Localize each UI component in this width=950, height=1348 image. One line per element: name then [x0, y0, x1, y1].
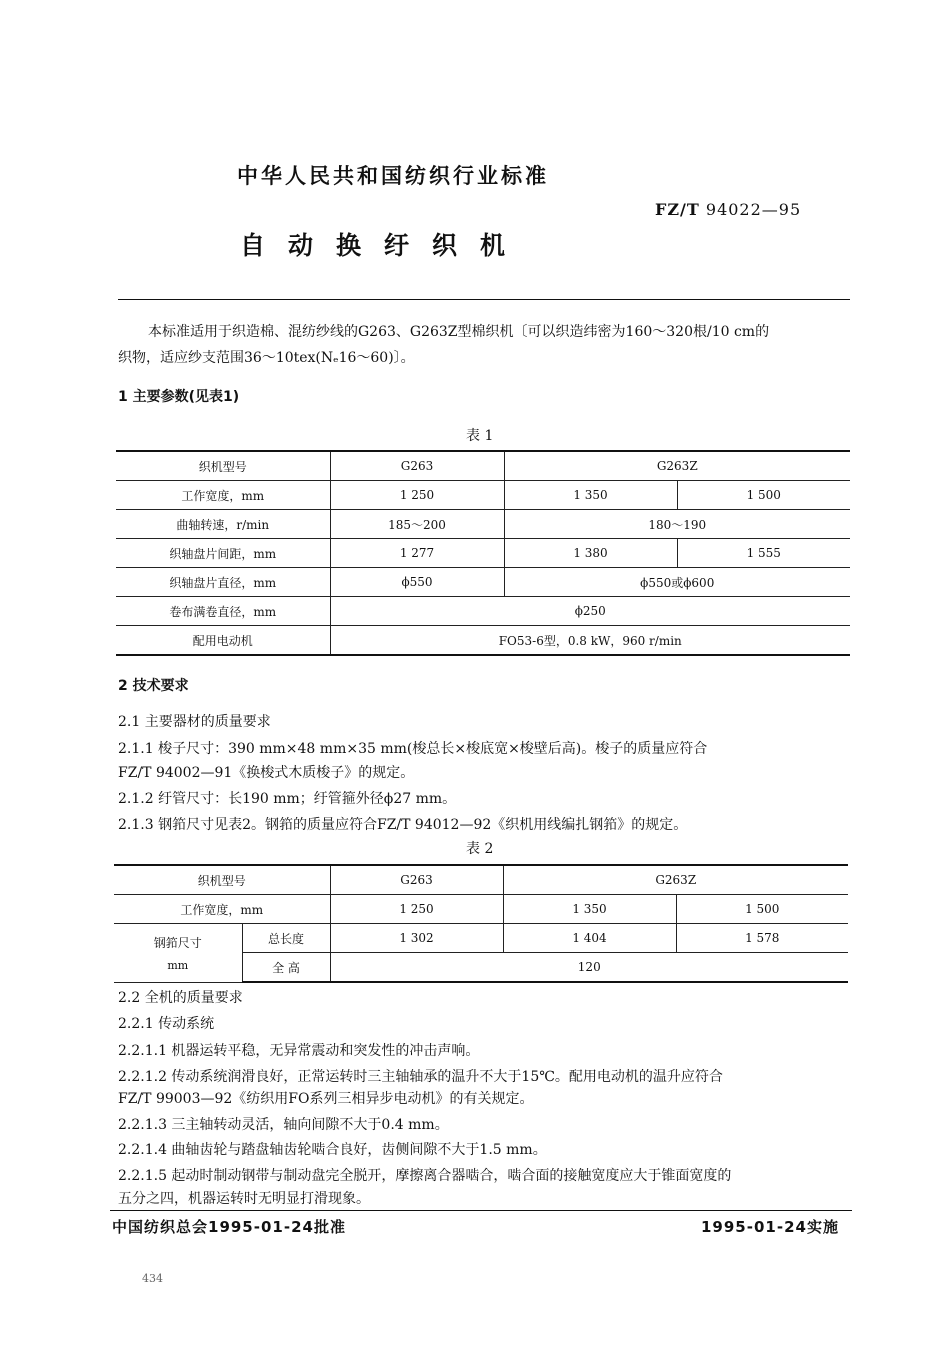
clause-2-1-3: 2.1.3 钢筘尺寸见表2。钢筘的质量应符合FZ/T 94012—92《织机用线编扎钢筘》的规定。 — [118, 817, 688, 833]
table-cell: 120 — [330, 953, 848, 983]
table-cell: 1 250 — [330, 895, 503, 924]
clause-2-2-1-2-line-2: FZ/T 99003—92《纺织用FO系列三相异步电动机》的有关规定。 — [118, 1091, 534, 1107]
table-cell: 185～200 — [330, 510, 504, 539]
table-1 — [116, 450, 850, 656]
table-cell: 卷布满卷直径，mm — [116, 597, 330, 626]
table-cell: ϕ550或ϕ600 — [504, 568, 850, 597]
table-cell: 工作宽度，mm — [116, 481, 330, 510]
clause-2-2-1-5-line-2: 五分之四，机器运转时无明显打滑现象。 — [118, 1191, 370, 1207]
table-cell: 织轴盘片间距，mm — [116, 539, 330, 568]
table-row — [116, 481, 850, 510]
clause-2-2-1-5-line-1: 2.2.1.5 起动时制动钢带与制动盘完全脱开，摩擦离合器啮合，啮合面的接触宽度应大于锥面宽度的 — [118, 1168, 732, 1184]
approval-date: 中国纺织总会1995-01-24批准 — [112, 1218, 346, 1236]
reed-size-unit: mm — [167, 958, 189, 972]
table-row — [116, 626, 850, 656]
header-divider — [118, 299, 850, 300]
effective-date: 1995-01-24实施 — [701, 1218, 839, 1236]
table-cell: 1 500 — [677, 481, 850, 510]
clause-2-2-1-2-line-1: 2.2.1.2 传动系统润滑良好，正常运转时三主轴轴承的温升不大于15℃。配用电动机的温升应符合 — [118, 1069, 723, 1085]
table-cell: FO53-6型，0.8 kW，960 r/min — [330, 626, 850, 656]
table-cell: 织机型号 — [114, 865, 330, 895]
table-cell: 全 高 — [242, 953, 330, 983]
footer-divider — [110, 1210, 852, 1211]
table-cell: G263 — [330, 865, 503, 895]
table-cell: 1 350 — [503, 895, 676, 924]
table-row — [114, 895, 848, 924]
section-1-heading: 1 主要参数(见表1) — [118, 389, 240, 405]
table-cell-reed-size — [114, 924, 242, 983]
table-cell: 180～190 — [504, 510, 850, 539]
table-cell: 1 380 — [504, 539, 677, 568]
standard-code: 94022—95 — [705, 200, 802, 219]
table-cell: 1 404 — [503, 924, 676, 953]
table-row — [116, 451, 850, 481]
clause-2-2: 2.2 全机的质量要求 — [118, 990, 243, 1006]
table-cell: 1 578 — [676, 924, 848, 953]
clause-2-1-2: 2.1.2 纡管尺寸：长190 mm；纡管箍外径ϕ27 mm。 — [118, 791, 457, 807]
table-cell: ϕ250 — [330, 597, 850, 626]
table-2-caption: 表 2 — [466, 841, 494, 857]
clause-2-2-1-3: 2.2.1.3 三主轴转动灵活，轴向间隙不大于0.4 mm。 — [118, 1117, 449, 1133]
table-cell: 1 500 — [676, 895, 848, 924]
table-row — [116, 597, 850, 626]
document-title: 自动换纡织机 — [240, 231, 529, 260]
table-cell: G263Z — [504, 451, 850, 481]
standard-prefix: FZ/T — [655, 200, 700, 219]
clause-2-2-1: 2.2.1 传动系统 — [118, 1016, 215, 1032]
table-row — [116, 510, 850, 539]
table-cell: 曲轴转速，r/min — [116, 510, 330, 539]
table-1-caption: 表 1 — [466, 428, 494, 444]
clause-2-1-1-line-2: FZ/T 94002—91《换梭式木质梭子》的规定。 — [118, 765, 415, 781]
table-cell: 织机型号 — [116, 451, 330, 481]
clause-2-1-1-line-1: 2.1.1 梭子尺寸：390 mm×48 mm×35 mm(梭总长×梭底宽×梭壁后高)。梭子的质量应符合 — [118, 741, 708, 757]
table-cell: 1 555 — [677, 539, 850, 568]
intro-line-2: 织物，适应纱支范围36～10tex(Nₑ16～60)〕。 — [118, 350, 415, 366]
clause-2-1: 2.1 主要器材的质量要求 — [118, 714, 271, 730]
table-cell: 1 250 — [330, 481, 504, 510]
table-row — [116, 539, 850, 568]
section-2-heading: 2 技术要求 — [118, 678, 189, 694]
table-2 — [114, 864, 848, 983]
table-row — [116, 568, 850, 597]
org-title: 中华人民共和国纺织行业标准 — [237, 164, 549, 188]
table-cell: 配用电动机 — [116, 626, 330, 656]
table-cell: 1 302 — [330, 924, 503, 953]
table-cell: 工作宽度，mm — [114, 895, 330, 924]
clause-2-2-1-4: 2.2.1.4 曲轴齿轮与踏盘轴齿轮啮合良好，齿侧间隙不大于1.5 mm。 — [118, 1142, 547, 1158]
table-cell: ϕ550 — [330, 568, 504, 597]
table-cell: G263Z — [503, 865, 848, 895]
table-cell: 1 350 — [504, 481, 677, 510]
standard-number — [655, 200, 801, 219]
reed-size-label: 钢筘尺寸 — [153, 935, 202, 950]
table-cell: G263 — [330, 451, 504, 481]
table-cell: 织轴盘片直径，mm — [116, 568, 330, 597]
page-number: 434 — [142, 1272, 163, 1285]
table-cell: 总长度 — [242, 924, 330, 953]
clause-2-2-1-1: 2.2.1.1 机器运转平稳，无异常震动和突发性的冲击声响。 — [118, 1043, 480, 1059]
table-cell: 1 277 — [330, 539, 504, 568]
table-row — [114, 865, 848, 895]
intro-line-1: 本标准适用于织造棉、混纺纱线的G263、G263Z型棉织机〔可以织造纬密为160～320根/10 cm的 — [148, 324, 770, 340]
table-row — [114, 924, 848, 953]
